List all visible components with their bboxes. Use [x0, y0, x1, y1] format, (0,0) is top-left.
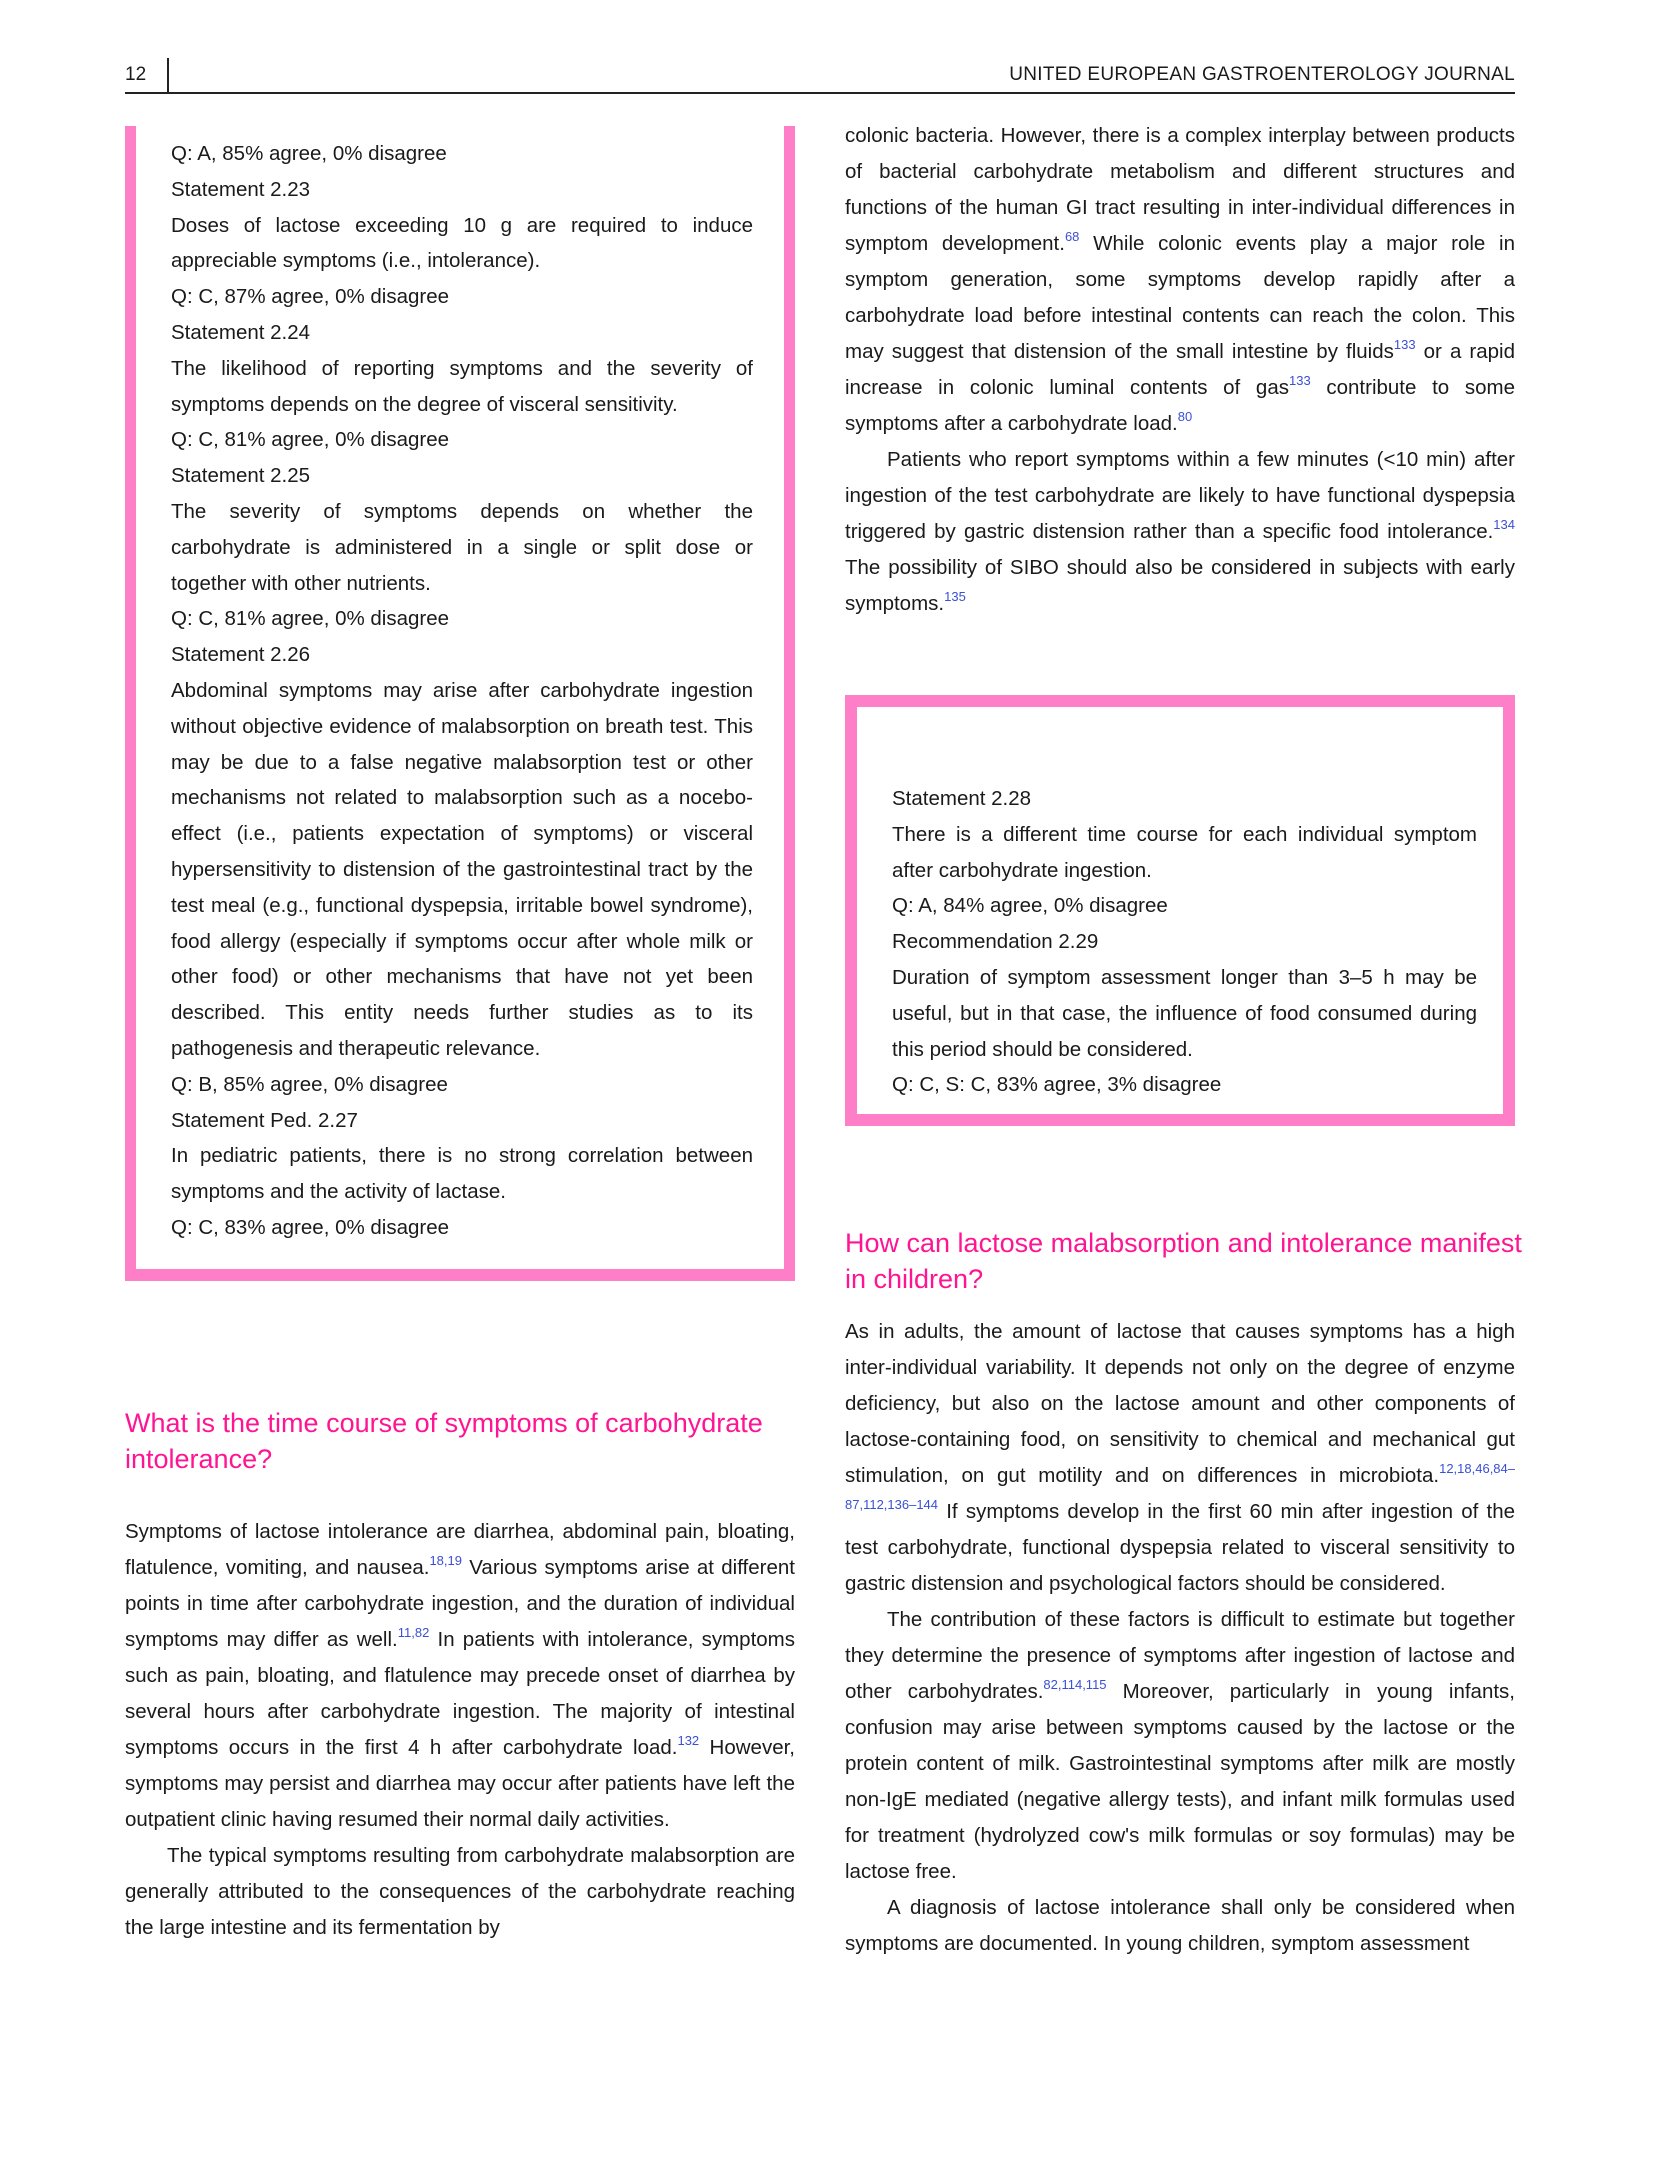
text-run: As in adults, the amount of lactose that causes symptoms has a high inter-individual variability. It depends not only on the degree of enzyme deficiency, but also on the lactose amount and other components of lactose-containing food, on sensitivity to chemical and mechanical gut stimulation, on gut motility and on differences in microbiota. [845, 1320, 1515, 1487]
vote-line: Q: C, 81% agree, 0% disagree [171, 428, 450, 452]
statement-text: In pediatric patients, there is no strong correlation between symptoms and the activity of lactase. [171, 1144, 753, 1204]
text-run: Moreover, particularly in young infants, confusion may arise between symptoms caused by the lactose or the protein content of milk. Gastrointestinal symptoms after milk are mostly non-IgE mediated (negative allergy tests), and infant milk formulas used for treatment (hydrolyzed cow's milk formulas or soy formulas) may be lactose free. [845, 1680, 1515, 1883]
journal-title: UNITED EUROPEAN GASTROENTEROLOGY JOURNAL [1009, 64, 1515, 85]
citation-link[interactable]: 134 [1493, 517, 1515, 532]
citation-link[interactable]: 135 [944, 589, 966, 604]
statement-label: Statement 2.25 [171, 464, 311, 488]
citation-link[interactable]: 82,114,115 [1043, 1677, 1107, 1692]
statement-label: Statement 2.24 [171, 320, 311, 344]
text-run: While colonic events play a major role in symptom generation, some symptoms develop rapidly after a carbohydrate load before intestinal contents can reach the colon. This may suggest that distension of the small intestine by fluids [845, 232, 1515, 363]
body-paragraph [845, 1314, 1515, 1602]
text-run: Various symptoms arise at different points in time after carbohydrate ingestion, and the duration of individual symptoms may differ as well. [125, 1556, 795, 1651]
recommendation-text: Duration of symptom assessment longer than 3–5 h may be useful, but in that case, the influence of food consumed during this period should be considered. [892, 965, 1477, 1061]
section-heading-children: How can lactose malabsorption and intolerance manifest in children? [845, 1228, 1522, 1295]
text-run: The possibility of SIBO should also be considered in subjects with early symptoms. [845, 556, 1515, 615]
consensus-box-right-text [892, 781, 1477, 1103]
vote-line: Q: A, 84% agree, 0% disagree [892, 894, 1168, 918]
text-run: However, symptoms may persist and diarrhea may occur after patients have left the outpatient clinic having resumed their normal daily activities. [125, 1736, 795, 1831]
right-body [845, 1314, 1515, 1962]
header-separator [167, 58, 169, 92]
citation-link[interactable]: 12,18,46,84–87,112,136–144 [845, 1461, 1515, 1512]
citation-link[interactable]: 133 [1288, 373, 1311, 388]
vote-line: Q: A, 85% agree, 0% disagree [171, 142, 447, 165]
text-run: colonic bacteria. However, there is a complex interplay between products of bacterial carbohydrate metabolism and different structures and functions of the human GI tract resulting in inter-individual differences in symptom development. [845, 124, 1515, 255]
consensus-box-left [125, 126, 795, 1281]
citation-link[interactable]: 18,19 [429, 1553, 462, 1568]
text-run: Symptoms of lactose intolerance are diarrhea, abdominal pain, bloating, flatulence, vomiting, and nausea. [125, 1520, 795, 1579]
text-run: Patients who report symptoms within a few minutes (<10 min) after ingestion of the test carbohydrate are likely to have functional dyspepsia triggered by gastric distension rather than a specific food intolerance. [845, 448, 1515, 543]
vote-line: Q: C, 83% agree, 0% disagree [171, 1215, 450, 1239]
page-number: 12 [125, 64, 147, 85]
statement-text: Abdominal symptoms may arise after carbohydrate ingestion without objective evidence of malabsorption on breath test. This may be due to a false negative malabsorption test or other mechanisms not related to malabsorption such as a nocebo-effect (i.e., patients expectation of symptoms) or visceral hypersensitivity to distension of the gastrointestinal tract by the test meal (e.g., functional dyspepsia, irritable bowel syndrome), food allergy (especially if symptoms occur after whole milk or other food) or other mechanisms that have not yet been described. This entity needs further studies as to its pathogenesis and therapeutic relevance. [171, 678, 753, 1060]
left-body [125, 1514, 795, 1946]
body-paragraph: A diagnosis of lactose intolerance shall only be considered when symptoms are documented. In young children, symptom assessment [845, 1896, 1515, 1955]
consensus-box-right [845, 695, 1515, 1126]
right-top-body [845, 118, 1515, 622]
citation-link[interactable]: 68 [1064, 229, 1080, 244]
vote-line: Q: B, 85% agree, 0% disagree [171, 1072, 448, 1096]
section-heading-time-course: What is the time course of symptoms of carbohydrate intolerance? [125, 1408, 763, 1475]
vote-line: Q: C, S: C, 83% agree, 3% disagree [892, 1073, 1222, 1097]
consensus-box-left-text [171, 136, 753, 1246]
body-paragraph [845, 118, 1515, 442]
body-paragraph: The typical symptoms resulting from carbohydrate malabsorption are generally attributed to the consequences of the carbohydrate reaching the large intestine and its fermentation by [125, 1844, 795, 1939]
citation-link[interactable]: 132 [677, 1733, 700, 1748]
statement-text: There is a different time course for each individual symptom after carbohydrate ingestion. [892, 822, 1477, 882]
text-run: In patients with intolerance, symptoms such as pain, bloating, and flatulence may precede onset of diarrhea by several hours after carbohydrate ingestion. The majority of intestinal symptoms occurs in the first 4 h after carbohydrate load. [125, 1628, 795, 1759]
citation-link[interactable]: 11,82 [397, 1625, 430, 1640]
statement-text: The severity of symptoms depends on whether the carbohydrate is administered in a single or split dose or together with other nutrients. [171, 499, 753, 595]
statement-label: Statement 2.26 [171, 643, 311, 667]
citation-link[interactable]: 80 [1177, 409, 1193, 424]
statement-text: Doses of lactose exceeding 10 g are required to induce appreciable symptoms (i.e., intolerance). [171, 213, 753, 273]
statement-label: Statement Ped. 2.27 [171, 1108, 358, 1132]
body-paragraph [845, 1602, 1515, 1890]
citation-link[interactable]: 133 [1393, 337, 1416, 352]
recommendation-label: Recommendation 2.29 [892, 930, 1099, 954]
statement-label: Statement 2.23 [171, 177, 311, 201]
statement-label: Statement 2.28 [892, 787, 1032, 810]
vote-line: Q: C, 87% agree, 0% disagree [171, 285, 450, 309]
text-run: contribute to some symptoms after a carbohydrate load. [845, 376, 1516, 435]
statement-text: The likelihood of reporting symptoms and the severity of symptoms depends on the degree of visceral sensitivity. [171, 356, 753, 416]
text-run: If symptoms develop in the first 60 min after ingestion of the test carbohydrate, functional dyspepsia related to visceral sensitivity to gastric distension and psychological factors should be considered. [845, 1500, 1515, 1595]
page-header [125, 58, 1515, 94]
body-paragraph [845, 442, 1515, 622]
vote-line: Q: C, 81% agree, 0% disagree [171, 607, 450, 631]
body-paragraph [125, 1514, 795, 1838]
text-run: or a rapid increase in colonic luminal contents of gas [845, 340, 1515, 399]
text-run: The contribution of these factors is difficult to estimate but together they determine the presence of symptoms after ingestion of lactose and other carbohydrates. [845, 1608, 1515, 1703]
